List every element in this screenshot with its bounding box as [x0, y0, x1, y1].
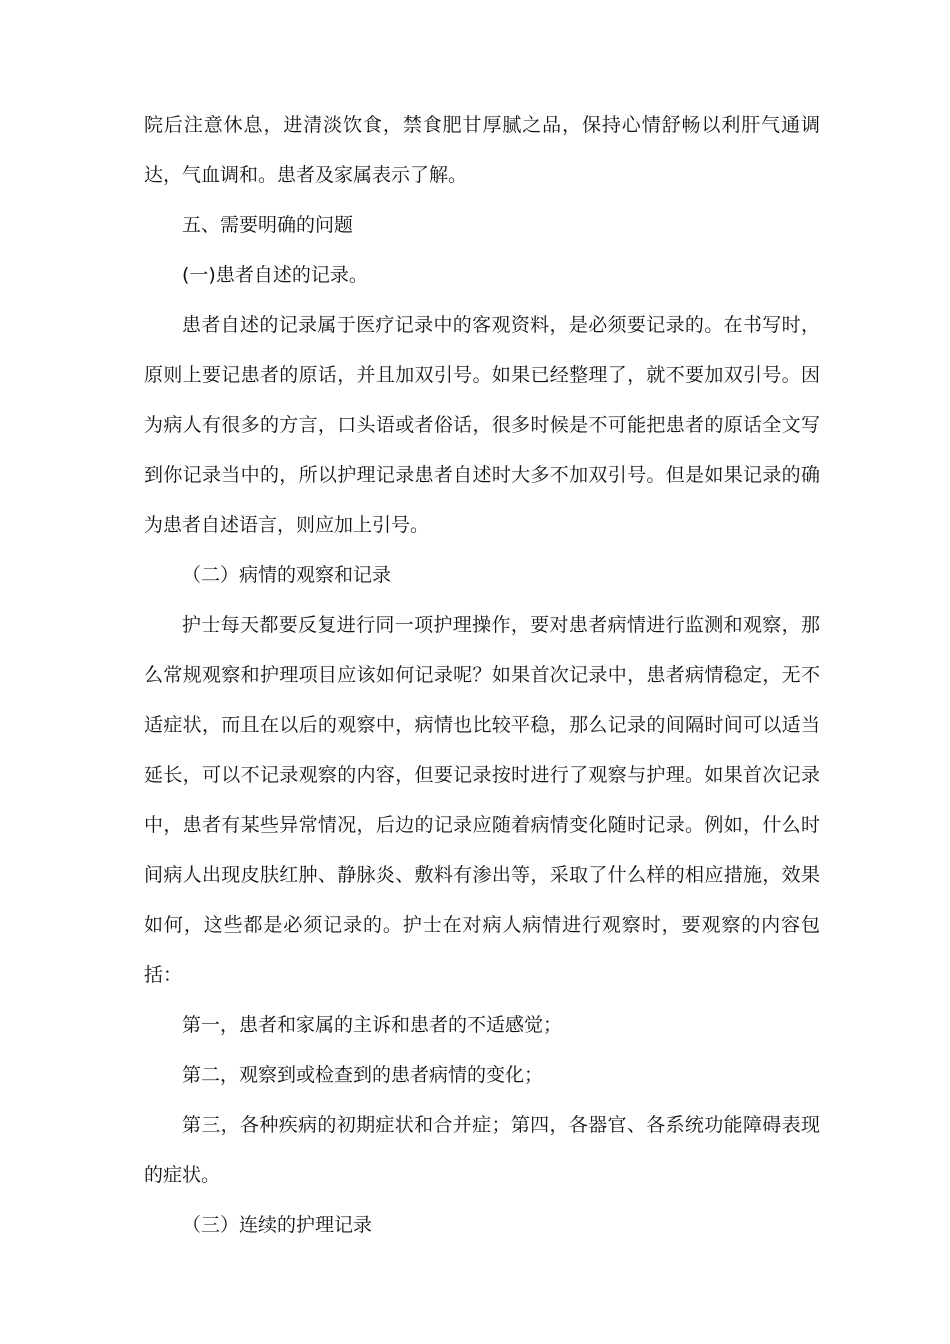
- subheading-observation: （二）病情的观察和记录: [182, 564, 392, 586]
- section-heading-issues: 五、需要明确的问题: [182, 214, 354, 236]
- subheading-continuous-record: （三）连续的护理记录: [182, 1214, 373, 1236]
- list-item-second: 第二，观察到或检查到的患者病情的变化；: [182, 1064, 544, 1086]
- paragraph-patient-statement: 患者自述的记录属于医疗记录中的客观资料，是必须要记录的。在书写时，原则上要记患者的原话，并且加双引号。如果已经整理了，就不要加双引号。因为病人有很多的方言，口头语或者俗话，很多时候是不可能把患者的原话全文写到你记录当中的，所以护理记录患者自述时大多不加双引号。但是如果记录的确为患者自述语言，则应加上引号。: [144, 314, 820, 536]
- list-item-third-fourth: 第三，各种疾病的初期症状和合并症；第四，各器官、各系统功能障碍表现的症状。: [144, 1114, 820, 1186]
- document-body: [144, 100, 820, 1250]
- paragraph-observation: 护士每天都要反复进行同一项护理操作，要对患者病情进行监测和观察，那么常规观察和护理项目应该如何记录呢？如果首次记录中，患者病情稳定，无不适症状，而且在以后的观察中，病情也比较平稳，那么记录的间隔时间可以适当延长，可以不记录观察的内容，但要记录按时进行了观察与护理。如果首次记录中，患者有某些异常情况，后边的记录应随着病情变化随时记录。例如，什么时间病人出现皮肤红肿、静脉炎、敷料有渗出等，采取了什么样的相应措施，效果如何，这些都是必须记录的。护士在对病人病情进行观察时，要观察的内容包括：: [144, 614, 820, 986]
- subheading-patient-statement: (一)患者自述的记录。: [182, 264, 368, 286]
- paragraph-rest-advice: 院后注意休息，进清淡饮食，禁食肥甘厚腻之品，保持心情舒畅以利肝气通调达，气血调和。患者及家属表示了解。: [144, 114, 820, 186]
- list-item-first: 第一，患者和家属的主诉和患者的不适感觉；: [182, 1014, 563, 1036]
